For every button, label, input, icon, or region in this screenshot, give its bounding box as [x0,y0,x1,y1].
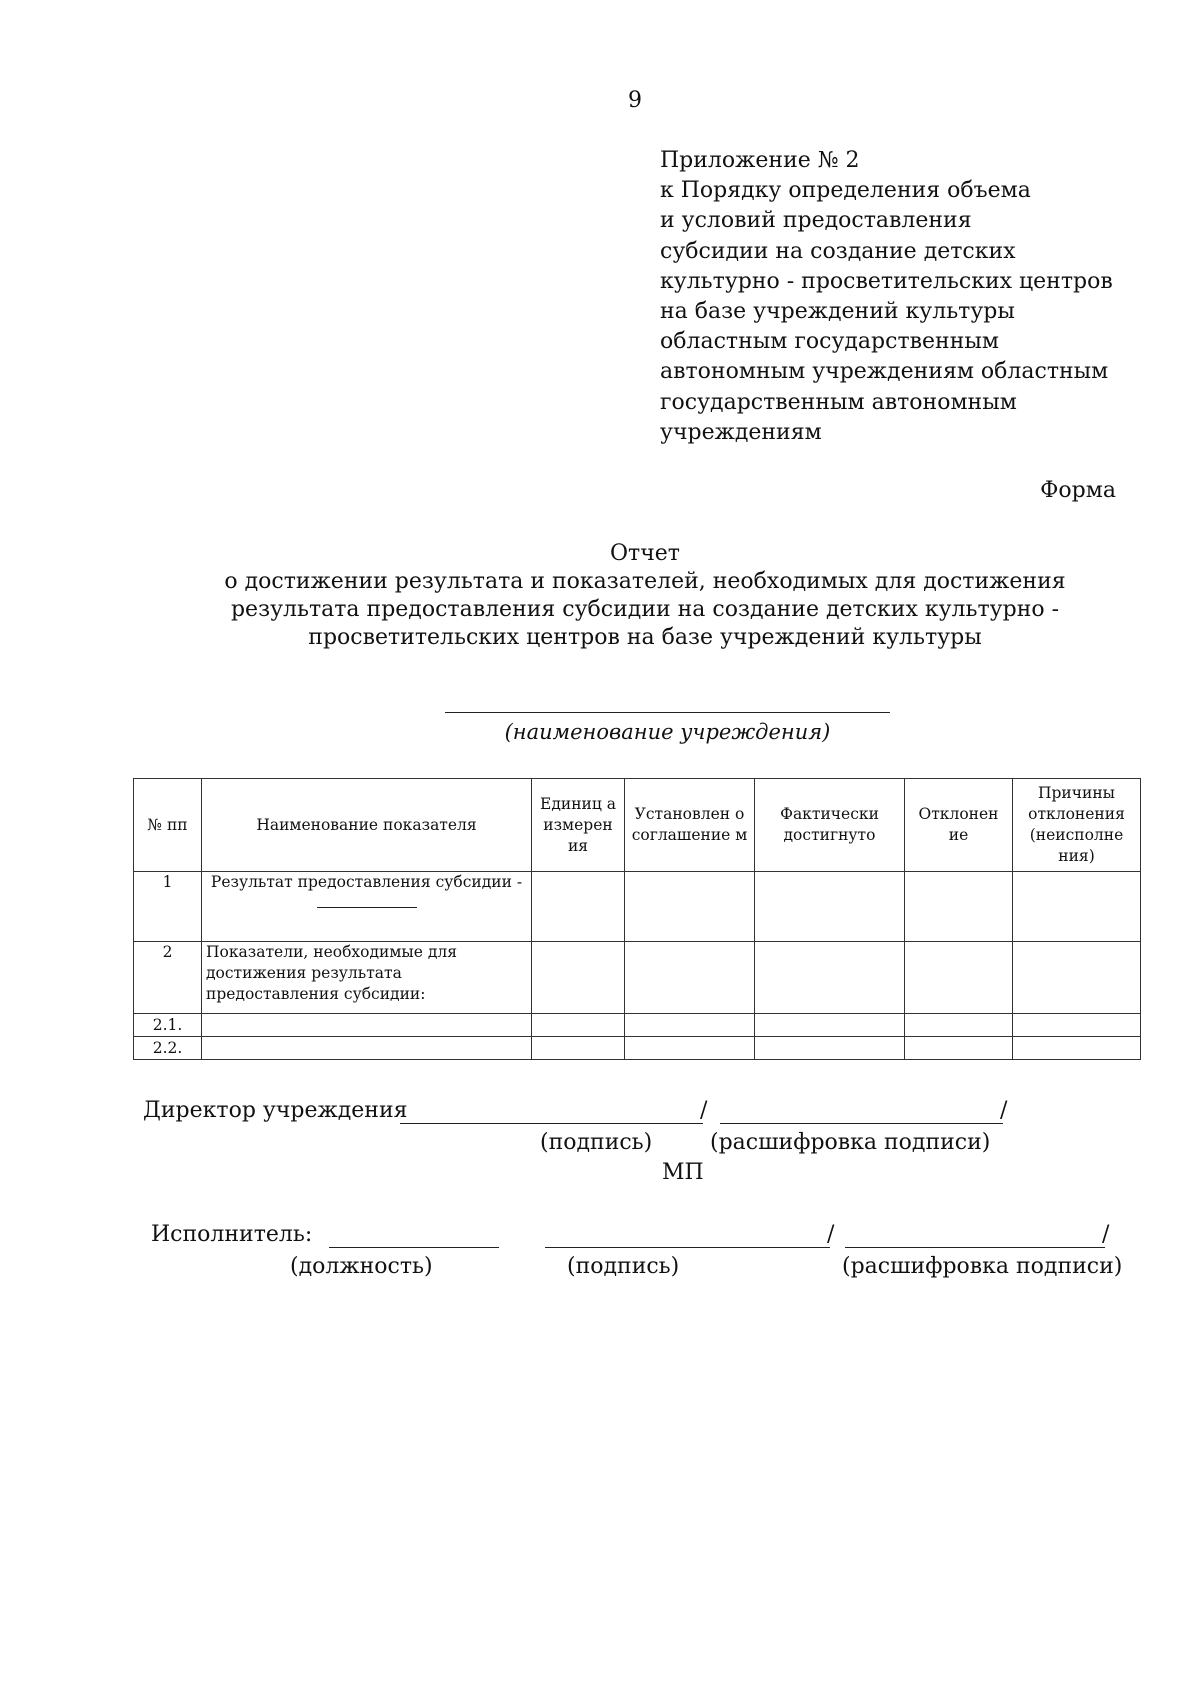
table-row [134,1037,1141,1060]
appendix-line: автономным учреждениям областным [660,359,1109,385]
report-title-line: о достижении результата и показателей, необходимых для достижения [224,569,1066,594]
row-num: 1 [134,872,202,942]
row-num: 2.1. [134,1014,202,1037]
table-cell[interactable] [625,872,755,942]
appendix-line: государственным автономным [660,389,1017,415]
row-num: 2.2. [134,1037,202,1060]
header-deviation-reason: Причины отклонения (неисполне ния) [1013,779,1141,872]
director-separator: / [1000,1098,1008,1123]
table-cell[interactable] [625,942,755,1014]
table-cell[interactable] [532,1037,625,1060]
table-cell[interactable] [905,872,1013,942]
org-name-blank-line [445,712,890,713]
table-header-row [134,779,1141,872]
row-name[interactable] [202,1014,532,1037]
row-name[interactable] [202,1037,532,1060]
executor-position-line [329,1247,499,1248]
stamp-label: МП [662,1160,704,1185]
header-indicator-name: Наименование показателя [202,779,532,872]
appendix-line: Приложение № 2 [660,148,860,173]
executor-separator: / [1102,1222,1110,1247]
executor-decoding-line [845,1247,1105,1248]
executor-separator: / [827,1222,835,1247]
table-cell[interactable] [1013,872,1141,942]
header-deviation: Отклонен ие [905,779,1013,872]
appendix-line: субсидии на создание детских [660,238,1016,264]
table-cell[interactable] [532,942,625,1014]
director-decoding-line [720,1123,1003,1124]
table-cell[interactable] [1013,1037,1141,1060]
table-cell[interactable] [1013,1014,1141,1037]
appendix-line: и условий предоставления [660,208,972,234]
table-cell[interactable] [755,942,905,1014]
appendix-line: учреждениям [660,419,822,445]
executor-position-caption: (должность) [290,1254,433,1279]
table-cell[interactable] [905,942,1013,1014]
table-cell[interactable] [532,1014,625,1037]
table-row [134,872,1141,942]
table-cell[interactable] [755,1037,905,1060]
row-name: Показатели, необходимые для достижения результата предоставления субсидии: [202,942,532,1014]
row-num: 2 [134,942,202,1014]
table-cell[interactable] [755,872,905,942]
appendix-line: на базе учреждений культуры [660,299,1015,325]
table-row [134,942,1141,1014]
appendix-line: культурно - просветительских центров [660,268,1113,294]
executor-signature-line [545,1247,830,1248]
table-cell[interactable] [625,1037,755,1060]
director-signature-caption: (подпись) [540,1130,653,1155]
appendix-line: к Порядку определения объема [660,178,1031,204]
table-row [134,1014,1141,1037]
executor-label: Исполнитель: [151,1222,313,1247]
director-label: Директор учреждения [143,1098,408,1123]
table-cell[interactable] [755,1014,905,1037]
table-cell[interactable] [532,872,625,942]
header-unit: Единиц а измерен ия [532,779,625,872]
table-cell[interactable] [905,1014,1013,1037]
table-cell[interactable] [905,1037,1013,1060]
director-separator: / [700,1098,708,1123]
form-label: Форма [1040,478,1116,503]
page-number: 9 [628,88,642,113]
director-decoding-caption: (расшифровка подписи) [710,1130,991,1155]
director-signature-line [400,1123,703,1124]
executor-signature-caption: (подпись) [567,1254,680,1279]
report-title-line: Отчет [610,541,680,566]
report-title [120,540,1170,652]
executor-decoding-caption: (расшифровка подписи) [842,1254,1123,1279]
table-cell[interactable] [625,1014,755,1037]
appendix-block [660,146,1180,448]
org-name-caption: (наименование учреждения) [504,720,831,744]
header-num: № пп [134,779,202,872]
appendix-line: областным государственным [660,329,999,355]
report-title-line: результата предоставления субсидии на создание детских культурно - [230,597,1060,622]
report-title-line: просветительских центров на базе учреждений культуры [308,625,982,650]
row-name: Результат предоставления субсидии - [202,872,532,942]
report-table [133,778,1141,1060]
table-cell[interactable] [1013,942,1141,1014]
result-blank-line [317,893,417,908]
header-planned: Установлен о соглашение м [625,779,755,872]
header-actual: Фактически достигнуто [755,779,905,872]
